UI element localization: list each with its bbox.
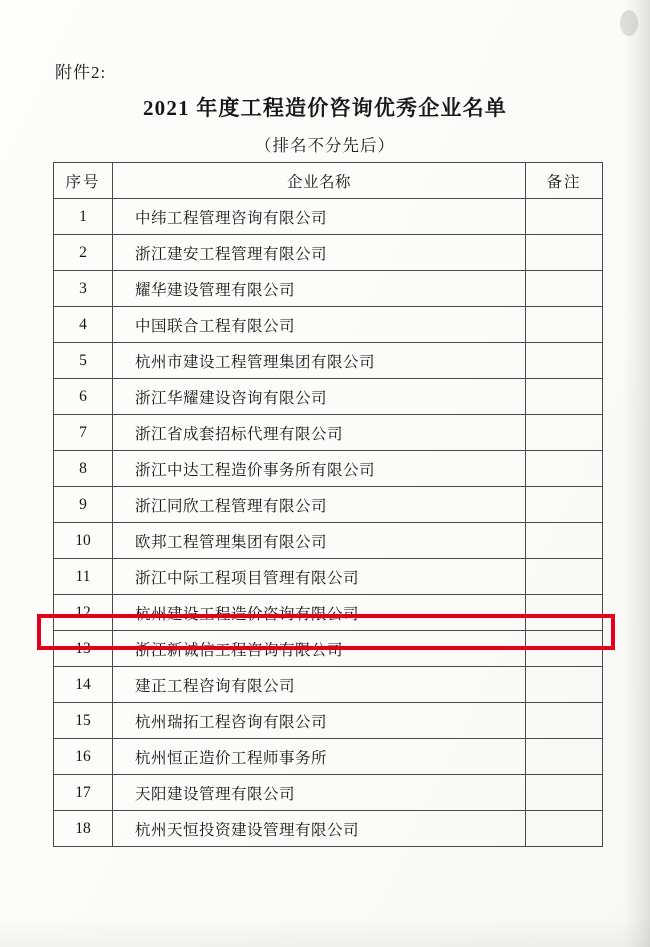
cell-no: 11 <box>54 559 113 595</box>
cell-note <box>526 343 603 379</box>
cell-name: 浙江同欣工程管理有限公司 <box>113 487 526 523</box>
table-row <box>54 343 603 379</box>
cell-name: 杭州天恒投资建设管理有限公司 <box>113 811 526 847</box>
table-row <box>54 667 603 703</box>
table-header <box>54 163 603 199</box>
header-cell-name: 企业名称 <box>113 163 526 199</box>
table-header-row <box>54 163 603 199</box>
cell-no: 6 <box>54 379 113 415</box>
table-row <box>54 487 603 523</box>
company-list-table <box>53 162 603 847</box>
cell-note <box>526 739 603 775</box>
cell-note <box>526 667 603 703</box>
cell-note <box>526 631 603 667</box>
table-row <box>54 451 603 487</box>
header-cell-note: 备注 <box>526 163 603 199</box>
cell-no: 10 <box>54 523 113 559</box>
cell-name: 中国联合工程有限公司 <box>113 307 526 343</box>
cell-no: 18 <box>54 811 113 847</box>
table-row <box>54 307 603 343</box>
cell-no: 17 <box>54 775 113 811</box>
table-row <box>54 199 603 235</box>
cell-note <box>526 595 603 631</box>
table-row <box>54 811 603 847</box>
cell-note <box>526 703 603 739</box>
cell-note <box>526 775 603 811</box>
table-body <box>54 199 603 847</box>
cell-note <box>526 487 603 523</box>
scan-artifact <box>620 10 638 36</box>
cell-note <box>526 379 603 415</box>
cell-name: 中纬工程管理咨询有限公司 <box>113 199 526 235</box>
cell-name: 浙江省成套招标代理有限公司 <box>113 415 526 451</box>
header-cell-no: 序号 <box>54 163 113 199</box>
cell-note <box>526 415 603 451</box>
cell-note <box>526 811 603 847</box>
cell-note <box>526 559 603 595</box>
cell-name: 浙江建安工程管理有限公司 <box>113 235 526 271</box>
table-row <box>54 775 603 811</box>
cell-name: 建正工程咨询有限公司 <box>113 667 526 703</box>
cell-name: 天阳建设管理有限公司 <box>113 775 526 811</box>
cell-no: 4 <box>54 307 113 343</box>
table-row <box>54 235 603 271</box>
scan-shadow-bottom <box>0 917 650 947</box>
cell-name: 欧邦工程管理集团有限公司 <box>113 523 526 559</box>
cell-no: 7 <box>54 415 113 451</box>
cell-note <box>526 271 603 307</box>
table-row <box>54 271 603 307</box>
page-title: 2021 年度工程造价咨询优秀企业名单 <box>142 96 508 120</box>
cell-name: 杭州市建设工程管理集团有限公司 <box>113 343 526 379</box>
table-row <box>54 523 603 559</box>
cell-name: 浙江华耀建设咨询有限公司 <box>113 379 526 415</box>
cell-name: 杭州建设工程造价咨询有限公司 <box>113 595 526 631</box>
cell-note <box>526 523 603 559</box>
cell-note <box>526 235 603 271</box>
cell-no: 16 <box>54 739 113 775</box>
table-row <box>54 379 603 415</box>
table-row <box>54 415 603 451</box>
table-row <box>54 739 603 775</box>
cell-no: 1 <box>54 199 113 235</box>
cell-note <box>526 307 603 343</box>
cell-name: 杭州瑞拓工程咨询有限公司 <box>113 703 526 739</box>
cell-no: 15 <box>54 703 113 739</box>
cell-note <box>526 199 603 235</box>
cell-note <box>526 451 603 487</box>
table-row-highlighted <box>54 595 603 631</box>
cell-name: 浙江中达工程造价事务所有限公司 <box>113 451 526 487</box>
cell-no: 5 <box>54 343 113 379</box>
cell-name: 耀华建设管理有限公司 <box>113 271 526 307</box>
cell-no: 13 <box>54 631 113 667</box>
page-subtitle: （排名不分先后） <box>255 136 395 155</box>
cell-no: 12 <box>54 595 113 631</box>
table-row <box>54 559 603 595</box>
cell-name: 浙江中际工程项目管理有限公司 <box>113 559 526 595</box>
cell-no: 8 <box>54 451 113 487</box>
table-row <box>54 703 603 739</box>
cell-name: 杭州恒正造价工程师事务所 <box>113 739 526 775</box>
cell-no: 3 <box>54 271 113 307</box>
attachment-label: 附件2: <box>55 63 107 82</box>
cell-name: 浙江新诚信工程咨询有限公司 <box>113 631 526 667</box>
cell-no: 2 <box>54 235 113 271</box>
cell-no: 9 <box>54 487 113 523</box>
table-row <box>54 631 603 667</box>
cell-no: 14 <box>54 667 113 703</box>
